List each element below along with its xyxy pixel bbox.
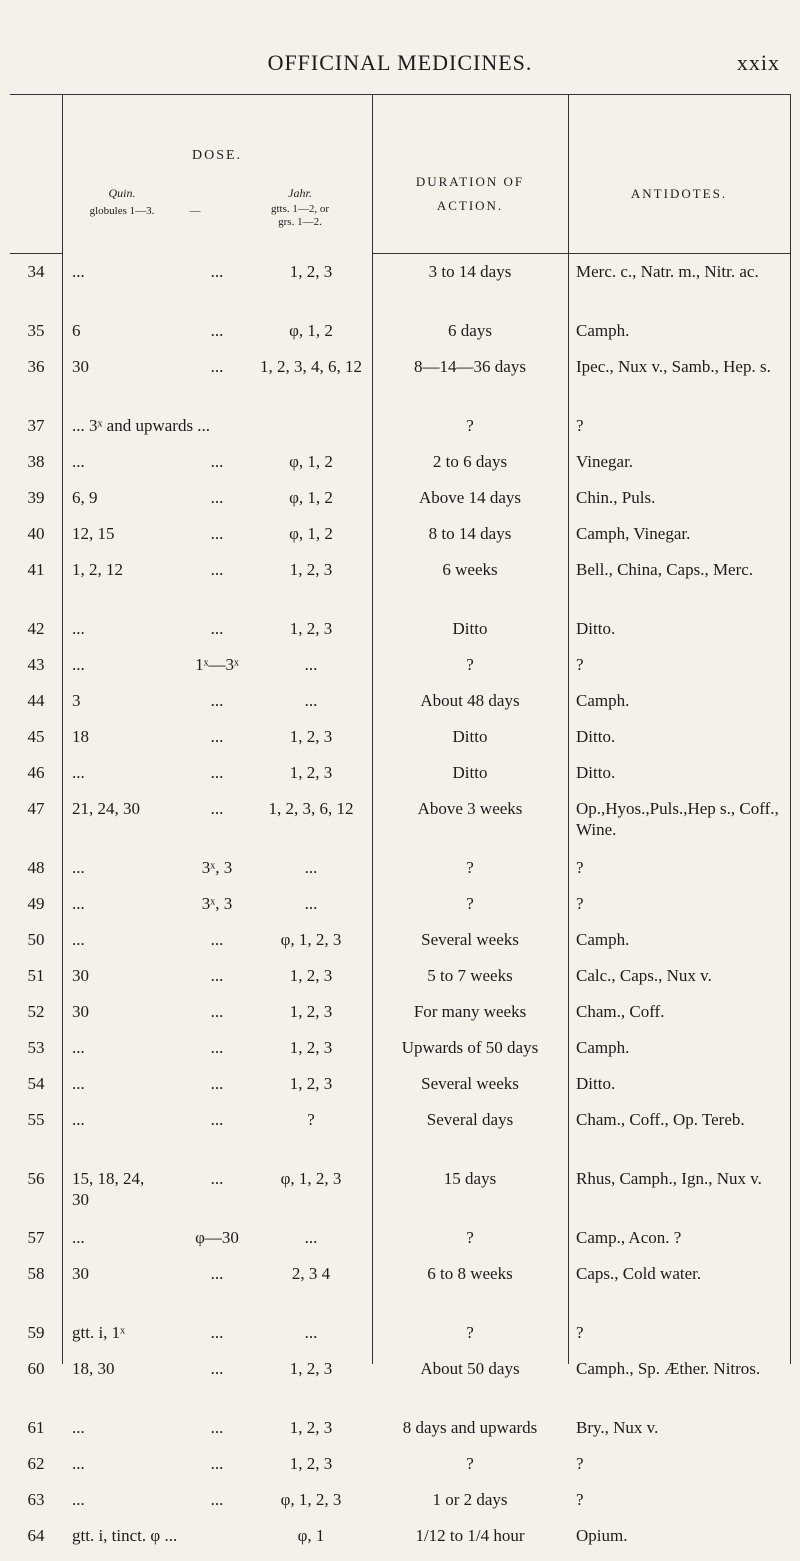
antidotes-cell: ? bbox=[576, 416, 584, 435]
dose-mid: ... bbox=[210, 560, 224, 579]
table-row bbox=[10, 1263, 790, 1322]
dose-jahr: 1, 2, 3 bbox=[289, 1359, 333, 1378]
dose-quin: 30 bbox=[72, 1002, 89, 1021]
dose-mid: 3ˣ, 3 bbox=[201, 894, 233, 913]
dose-jahr: φ, 1, 2 bbox=[289, 524, 333, 543]
row-number: 63 bbox=[27, 1490, 45, 1509]
dose-mid: ... bbox=[210, 763, 224, 782]
duration-cell: Ditto bbox=[452, 619, 488, 638]
duration-cell: Ditto bbox=[452, 763, 488, 782]
antidotes-cell: Rhus, Camph., Ign., Nux v. bbox=[576, 1169, 762, 1188]
row-number: 57 bbox=[27, 1228, 45, 1247]
table-row bbox=[10, 690, 790, 726]
dose-quin: ... bbox=[72, 619, 85, 638]
table-row bbox=[10, 523, 790, 559]
dose-cell bbox=[62, 726, 372, 762]
dose-jahr: ... bbox=[304, 655, 318, 674]
antidotes-cell: Camp., Acon. ? bbox=[576, 1228, 682, 1247]
dose-cell bbox=[62, 1073, 372, 1109]
dose-cell bbox=[62, 965, 372, 1001]
antidotes-cell: Op.,Hyos.,Puls.,Hep s., Coff., Wine. bbox=[576, 799, 779, 839]
duration-cell: ? bbox=[466, 655, 474, 674]
dose-quin: ... bbox=[72, 1490, 85, 1509]
dose-mid: ... bbox=[210, 1169, 224, 1188]
dose-jahr: φ, 1, 2, 3 bbox=[280, 1490, 342, 1509]
dose-cell bbox=[62, 893, 372, 929]
antidotes-cell: Ditto. bbox=[576, 763, 616, 782]
dose-jahr: 1, 2, 3 bbox=[289, 763, 333, 782]
dose-cell bbox=[62, 618, 372, 654]
running-title: OFFICINAL MEDICINES. bbox=[267, 50, 533, 75]
antidotes-cell: Chin., Puls. bbox=[576, 488, 656, 507]
dose-mid: ... bbox=[210, 1454, 224, 1473]
antidotes-cell: Ditto. bbox=[576, 1074, 616, 1093]
table-row bbox=[10, 356, 790, 415]
dose-jahr: 2, 3 4 bbox=[291, 1264, 331, 1283]
antidotes-cell: Camph., Sp. Æther. Nitros. bbox=[576, 1359, 761, 1378]
dose-jahr: 1, 2, 3 bbox=[289, 966, 333, 985]
dose-cell bbox=[62, 654, 372, 690]
dose-quin: 18 bbox=[72, 727, 89, 746]
duration-cell: About 50 days bbox=[420, 1359, 520, 1378]
dose-mid: ... bbox=[210, 691, 224, 710]
table-row bbox=[10, 1453, 790, 1489]
antidotes-cell: Opium. bbox=[576, 1526, 628, 1545]
duration-cell: ? bbox=[466, 858, 474, 877]
row-number: 46 bbox=[27, 763, 45, 782]
duration-cell: 6 days bbox=[448, 321, 492, 340]
dose-jahr: φ, 1, 2 bbox=[289, 488, 333, 507]
row-number: 37 bbox=[27, 416, 45, 435]
dose-cell bbox=[62, 487, 372, 523]
dose-cell bbox=[62, 523, 372, 559]
row-number: 43 bbox=[27, 655, 45, 674]
antidotes-cell: ? bbox=[576, 894, 584, 913]
page-number: xxix bbox=[736, 50, 780, 75]
table-row bbox=[10, 1073, 790, 1109]
dose-cell bbox=[62, 261, 372, 320]
dose-cell bbox=[62, 690, 372, 726]
dose-mid: ... bbox=[210, 1359, 224, 1378]
dose-cell bbox=[62, 1109, 372, 1168]
dose-jahr: 1, 2, 3 bbox=[289, 1418, 333, 1437]
dose-cell bbox=[62, 857, 372, 893]
header-jahr: Jahr. bbox=[288, 186, 312, 200]
header-rule-right bbox=[372, 253, 790, 254]
dose-quin: 6, 9 bbox=[72, 488, 98, 507]
dose-quin: 12, 15 bbox=[72, 524, 115, 543]
duration-cell: 8 days and upwards bbox=[402, 1418, 538, 1437]
table-row bbox=[10, 487, 790, 523]
table-row bbox=[10, 762, 790, 798]
header-jahr-sub1: gtts. 1—2, or bbox=[270, 203, 330, 215]
dose-mid: ... bbox=[210, 930, 224, 949]
dose-jahr: ... bbox=[304, 1228, 318, 1247]
duration-cell: 1 or 2 days bbox=[432, 1490, 508, 1509]
table-row bbox=[10, 618, 790, 654]
row-number: 36 bbox=[27, 357, 45, 376]
duration-cell: 3 to 14 days bbox=[428, 262, 512, 281]
row-number: 61 bbox=[27, 1418, 45, 1437]
table-row bbox=[10, 1227, 790, 1263]
duration-cell: 6 to 8 weeks bbox=[427, 1264, 513, 1283]
column-rule-4 bbox=[790, 94, 791, 1364]
table-row bbox=[10, 1322, 790, 1358]
dose-mid: ... bbox=[210, 727, 224, 746]
table-row bbox=[10, 559, 790, 618]
duration-cell: ? bbox=[466, 1454, 474, 1473]
dose-quin: 15, 18, 24, 30 bbox=[72, 1169, 145, 1209]
dose-quin: ... 3ˣ and upwards ... bbox=[72, 416, 211, 435]
duration-cell: ? bbox=[466, 1228, 474, 1247]
dose-quin: ... bbox=[72, 262, 85, 281]
antidotes-cell: Camph. bbox=[576, 1038, 630, 1057]
table-row bbox=[10, 1037, 790, 1073]
row-number: 56 bbox=[27, 1169, 45, 1188]
dose-quin: ... bbox=[72, 894, 85, 913]
dose-quin: 6 bbox=[72, 321, 81, 340]
dose-quin: ... bbox=[72, 1038, 85, 1057]
duration-cell: Above 3 weeks bbox=[417, 799, 523, 818]
header-dose: DOSE. bbox=[191, 148, 243, 163]
antidotes-cell: Camph. bbox=[576, 930, 630, 949]
duration-cell: 15 days bbox=[443, 1169, 497, 1188]
dose-jahr: ? bbox=[307, 1110, 315, 1129]
running-head bbox=[0, 50, 800, 80]
duration-cell: 1/12 to 1/4 hour bbox=[415, 1526, 525, 1545]
row-number: 48 bbox=[27, 858, 45, 877]
row-number: 62 bbox=[27, 1454, 45, 1473]
dose-cell bbox=[62, 1322, 372, 1358]
duration-cell: About 48 days bbox=[420, 691, 520, 710]
antidotes-cell: Camph. bbox=[576, 691, 630, 710]
dose-cell bbox=[62, 1037, 372, 1073]
dose-quin: ... bbox=[72, 452, 85, 471]
dose-jahr: φ, 1, 2, 3 bbox=[280, 930, 342, 949]
header-duration-line1: DURATION OF bbox=[415, 174, 525, 189]
dose-jahr: 1, 2, 3 bbox=[289, 727, 333, 746]
dose-quin: ... bbox=[72, 1074, 85, 1093]
row-number: 64 bbox=[27, 1526, 45, 1545]
dose-mid: ... bbox=[210, 799, 224, 818]
table-row bbox=[10, 654, 790, 690]
medicine-table-body bbox=[10, 261, 790, 1561]
dose-quin: ... bbox=[72, 1228, 85, 1247]
row-number: 44 bbox=[27, 691, 45, 710]
antidotes-cell: Bell., China, Caps., Merc. bbox=[576, 560, 754, 579]
header-quin: Quin. bbox=[108, 186, 136, 200]
dose-quin: 30 bbox=[72, 357, 89, 376]
antidotes-cell: Bry., Nux v. bbox=[576, 1418, 659, 1437]
table-row bbox=[10, 1109, 790, 1168]
header-quin-sub: globules 1—3. bbox=[89, 205, 155, 217]
table-row bbox=[10, 1358, 790, 1417]
dose-mid: ... bbox=[210, 1002, 224, 1021]
row-number: 41 bbox=[27, 560, 45, 579]
duration-cell: ? bbox=[466, 1323, 474, 1342]
dose-jahr: 1, 2, 3 bbox=[289, 560, 333, 579]
dose-cell bbox=[62, 1168, 372, 1227]
dose-mid: ... bbox=[210, 1264, 224, 1283]
table-row bbox=[10, 965, 790, 1001]
dose-cell bbox=[62, 1453, 372, 1489]
dose-jahr: φ, 1, 2 bbox=[289, 321, 333, 340]
dose-mid: ... bbox=[210, 1038, 224, 1057]
dose-cell bbox=[62, 415, 372, 451]
table-row bbox=[10, 1168, 790, 1227]
dose-jahr: φ, 1 bbox=[297, 1526, 325, 1545]
duration-cell: 8—14—36 days bbox=[414, 357, 526, 376]
dose-quin: gtt. i, 1ˣ bbox=[72, 1323, 126, 1342]
row-number: 58 bbox=[27, 1264, 45, 1283]
dose-mid: ... bbox=[210, 357, 224, 376]
antidotes-cell: Calc., Caps., Nux v. bbox=[576, 966, 712, 985]
table-row bbox=[10, 415, 790, 451]
row-number: 34 bbox=[27, 262, 45, 281]
antidotes-cell: Merc. c., Natr. m., Nitr. ac. bbox=[576, 262, 759, 281]
row-number: 54 bbox=[27, 1074, 45, 1093]
duration-cell: Several weeks bbox=[421, 930, 519, 949]
dose-quin: 21, 24, 30 bbox=[72, 799, 140, 818]
dose-cell bbox=[62, 1263, 372, 1322]
row-number: 38 bbox=[27, 452, 45, 471]
duration-cell: ? bbox=[466, 416, 474, 435]
dose-jahr: 1, 2, 3 bbox=[289, 619, 333, 638]
dose-quin: ... bbox=[72, 655, 85, 674]
antidotes-cell: ? bbox=[576, 1323, 584, 1342]
antidotes-cell: ? bbox=[576, 1490, 584, 1509]
table-row bbox=[10, 261, 790, 320]
duration-cell: For many weeks bbox=[413, 1002, 527, 1021]
dose-mid: ... bbox=[210, 524, 224, 543]
antidotes-cell: Ipec., Nux v., Samb., Hep. s. bbox=[576, 357, 771, 376]
dose-mid: ... bbox=[210, 488, 224, 507]
table-row bbox=[10, 451, 790, 487]
row-number: 45 bbox=[27, 727, 45, 746]
dose-jahr: φ, 1, 2 bbox=[289, 452, 333, 471]
dose-quin: 1, 2, 12 bbox=[72, 560, 123, 579]
antidotes-cell: Cham., Coff., Op. Tereb. bbox=[576, 1110, 745, 1129]
dose-mid: ... bbox=[210, 619, 224, 638]
header-rule-left bbox=[10, 253, 62, 254]
antidotes-cell: Vinegar. bbox=[576, 452, 634, 471]
table-row bbox=[10, 1417, 790, 1453]
header-dash: — bbox=[189, 205, 201, 217]
dose-mid: ... bbox=[210, 1110, 224, 1129]
duration-cell: 8 to 14 days bbox=[428, 524, 512, 543]
row-number: 51 bbox=[27, 966, 45, 985]
duration-cell: 2 to 6 days bbox=[432, 452, 508, 471]
dose-quin: ... bbox=[72, 1454, 85, 1473]
antidotes-cell: Ditto. bbox=[576, 619, 616, 638]
antidotes-cell: ? bbox=[576, 858, 584, 877]
antidotes-cell: Ditto. bbox=[576, 727, 616, 746]
dose-mid: ... bbox=[210, 262, 224, 281]
dose-mid: 3ˣ, 3 bbox=[201, 858, 233, 877]
dose-jahr: 1, 2, 3, 4, 6, 12 bbox=[260, 357, 362, 376]
dose-cell bbox=[62, 798, 372, 857]
row-number: 59 bbox=[27, 1323, 45, 1342]
antidotes-cell: Camph, Vinegar. bbox=[576, 524, 691, 543]
row-number: 42 bbox=[27, 619, 45, 638]
table-row bbox=[10, 857, 790, 893]
dose-quin: ... bbox=[72, 930, 85, 949]
dose-jahr: 1, 2, 3 bbox=[289, 1454, 333, 1473]
header-jahr-sub2: grs. 1—2. bbox=[278, 216, 322, 228]
dose-jahr: 1, 2, 3 bbox=[289, 262, 333, 281]
dose-cell bbox=[62, 451, 372, 487]
duration-cell: 6 weeks bbox=[442, 560, 498, 579]
row-number: 39 bbox=[27, 488, 45, 507]
dose-jahr: ... bbox=[304, 894, 318, 913]
duration-cell: ? bbox=[466, 894, 474, 913]
dose-quin: 3 bbox=[72, 691, 81, 710]
header-duration-line2: ACTION. bbox=[436, 198, 504, 213]
dose-jahr: 1, 2, 3 bbox=[289, 1002, 333, 1021]
dose-quin: gtt. i, tinct. φ ... bbox=[72, 1526, 178, 1545]
dose-jahr: ... bbox=[304, 1323, 318, 1342]
dose-cell bbox=[62, 1227, 372, 1263]
table-row bbox=[10, 798, 790, 857]
dose-mid: ... bbox=[210, 1490, 224, 1509]
dose-quin: ... bbox=[72, 1418, 85, 1437]
row-number: 40 bbox=[27, 524, 45, 543]
antidotes-cell: Cham., Coff. bbox=[576, 1002, 665, 1021]
table-row bbox=[10, 1489, 790, 1525]
dose-mid: ... bbox=[210, 1074, 224, 1093]
duration-cell: Several weeks bbox=[421, 1074, 519, 1093]
dose-cell bbox=[62, 1417, 372, 1453]
dose-jahr: 1, 2, 3 bbox=[289, 1074, 333, 1093]
header-antidotes: ANTIDOTES. bbox=[630, 186, 728, 201]
dose-cell bbox=[62, 1358, 372, 1417]
dose-quin: 30 bbox=[72, 1264, 89, 1283]
table-row bbox=[10, 320, 790, 356]
duration-cell: 5 to 7 weeks bbox=[427, 966, 513, 985]
row-number: 52 bbox=[27, 1002, 45, 1021]
row-number: 55 bbox=[27, 1110, 45, 1129]
top-rule bbox=[10, 94, 790, 95]
row-number: 60 bbox=[27, 1359, 45, 1378]
antidotes-cell: Caps., Cold water. bbox=[576, 1264, 702, 1283]
dose-mid: ... bbox=[210, 1323, 224, 1342]
dose-cell bbox=[62, 559, 372, 618]
dose-cell bbox=[62, 1001, 372, 1037]
dose-mid: ... bbox=[210, 966, 224, 985]
table-row bbox=[10, 893, 790, 929]
row-number: 47 bbox=[27, 799, 45, 818]
row-number: 49 bbox=[27, 894, 45, 913]
row-number: 53 bbox=[27, 1038, 45, 1057]
dose-mid: ... bbox=[210, 1418, 224, 1437]
dose-quin: 30 bbox=[72, 966, 89, 985]
dose-mid: ... bbox=[210, 452, 224, 471]
dose-cell bbox=[62, 1525, 372, 1561]
dose-jahr: 1, 2, 3, 6, 12 bbox=[268, 799, 354, 818]
antidotes-cell: ? bbox=[576, 1454, 584, 1473]
row-number: 50 bbox=[27, 930, 45, 949]
dose-jahr: φ, 1, 2, 3 bbox=[280, 1169, 342, 1188]
dose-quin: ... bbox=[72, 1110, 85, 1129]
dose-quin: ... bbox=[72, 763, 85, 782]
table-row bbox=[10, 929, 790, 965]
dose-cell bbox=[62, 762, 372, 798]
dose-cell bbox=[62, 1489, 372, 1525]
dose-quin: ... bbox=[72, 858, 85, 877]
table-row bbox=[10, 1525, 790, 1561]
dose-cell bbox=[62, 929, 372, 965]
dose-mid: φ—30 bbox=[195, 1228, 239, 1247]
dose-jahr: 1, 2, 3 bbox=[289, 1038, 333, 1057]
row-number: 35 bbox=[27, 321, 45, 340]
duration-cell: Several days bbox=[426, 1110, 514, 1129]
duration-cell: Above 14 days bbox=[419, 488, 521, 507]
duration-cell: Ditto bbox=[452, 727, 488, 746]
table-row bbox=[10, 726, 790, 762]
dose-mid: 1ˣ—3ˣ bbox=[195, 655, 239, 674]
dose-jahr: ... bbox=[304, 691, 318, 710]
dose-mid: ... bbox=[210, 321, 224, 340]
dose-quin: 18, 30 bbox=[72, 1359, 115, 1378]
medicine-table bbox=[10, 261, 790, 1561]
dose-jahr: ... bbox=[304, 858, 318, 877]
table-row bbox=[10, 1001, 790, 1037]
antidotes-cell: Camph. bbox=[576, 321, 630, 340]
dose-cell bbox=[62, 320, 372, 356]
antidotes-cell: ? bbox=[576, 655, 584, 674]
duration-cell: Upwards of 50 days bbox=[401, 1038, 539, 1057]
dose-cell bbox=[62, 356, 372, 415]
